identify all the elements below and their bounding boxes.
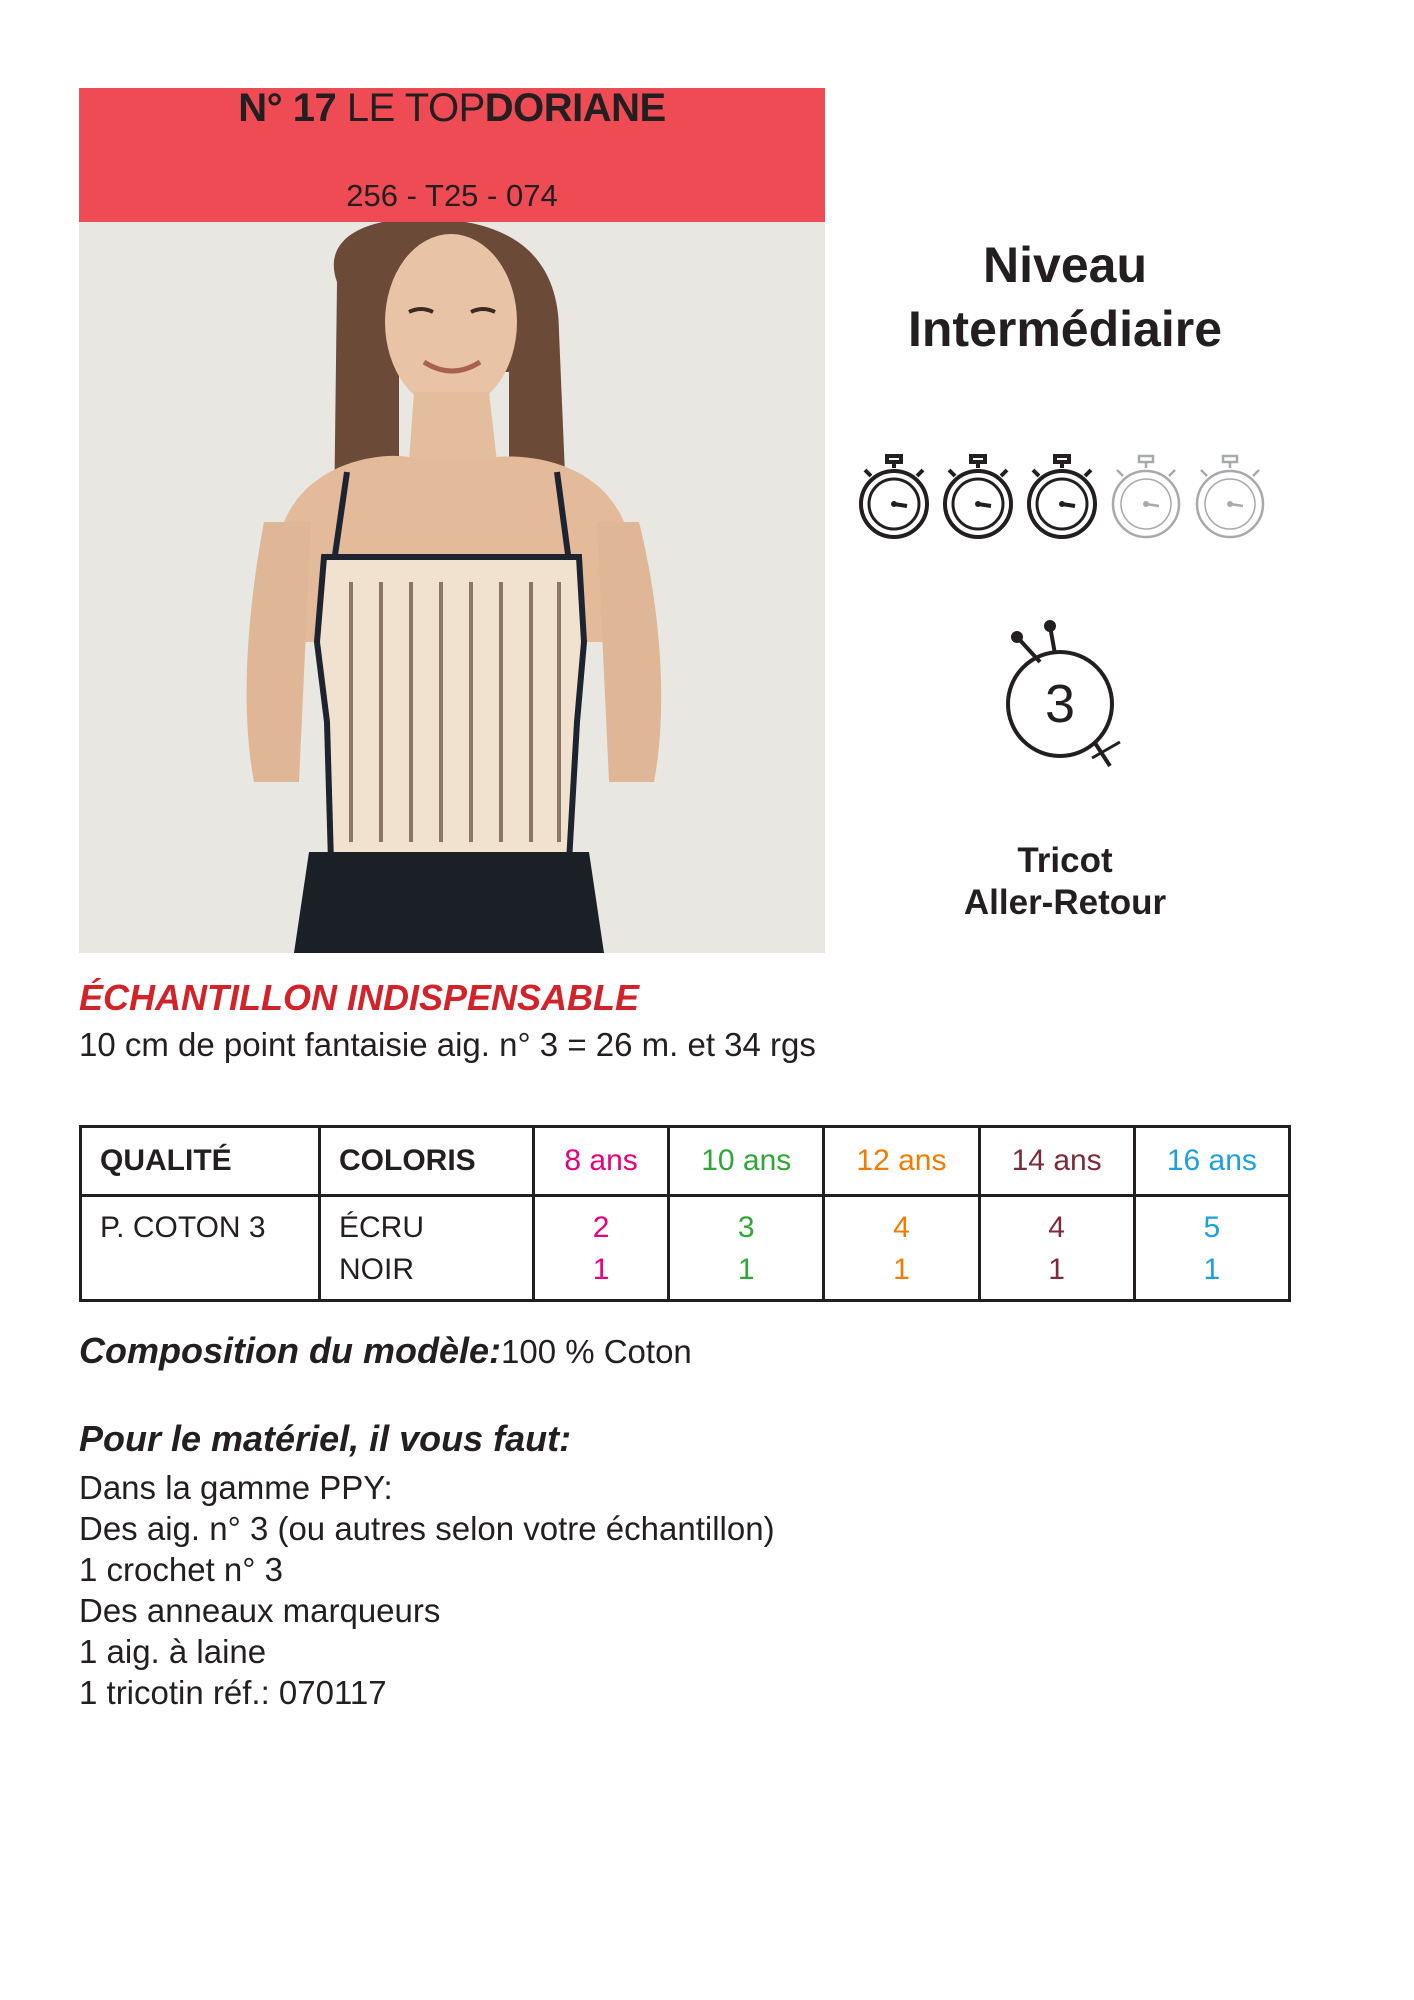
column-header-size: 14 ans <box>979 1127 1134 1196</box>
difficulty-rating <box>855 454 1275 540</box>
column-header-size: 10 ans <box>669 1127 824 1196</box>
composition-label: Composition du modèle: <box>79 1330 501 1371</box>
qty-noir: 1 <box>737 1253 755 1286</box>
qty-ecru: 3 <box>737 1211 755 1244</box>
qty-noir: 1 <box>592 1253 610 1286</box>
model-photo-illustration <box>79 222 825 953</box>
list-item: 1 crochet n° 3 <box>79 1551 283 1588</box>
material-list <box>79 1467 775 1713</box>
qty-ecru: 4 <box>1048 1211 1065 1244</box>
list-item: Dans la gamme PPY: <box>79 1469 393 1506</box>
column-header-colours: COLORIS <box>320 1127 534 1196</box>
table-row <box>81 1196 1290 1301</box>
list-item: 1 tricotin réf.: 070117 <box>79 1674 387 1711</box>
qty-noir: 1 <box>1048 1253 1065 1286</box>
qty-noir: 1 <box>893 1253 910 1286</box>
quantity-cell <box>979 1196 1134 1301</box>
gauge-title: ÉCHANTILLON INDISPENSABLE <box>79 977 640 1018</box>
level-value: Intermédiaire <box>907 301 1222 357</box>
column-header-size: 16 ans <box>1134 1127 1289 1196</box>
composition-value: 100 % Coton <box>500 1333 692 1370</box>
model-photo <box>79 222 825 953</box>
colours-cell <box>320 1196 534 1301</box>
stopwatch-icon <box>1193 454 1267 540</box>
pattern-reference: 256 - T25 - 074 <box>346 178 558 213</box>
title-band <box>79 88 825 222</box>
quantity-cell <box>534 1196 669 1301</box>
column-header-size: 12 ans <box>824 1127 979 1196</box>
colour-ecru: ÉCRU <box>339 1211 425 1244</box>
technique-line1: Tricot <box>1017 841 1113 880</box>
qty-noir: 1 <box>1203 1253 1221 1286</box>
difficulty-level <box>855 233 1275 361</box>
gauge-text: 10 cm de point fantaisie aig. n° 3 = 26 m. et 34 rgs <box>79 1026 816 1063</box>
needle-size-value: 3 <box>1044 674 1076 734</box>
quality-cell: P. COTON 3 <box>81 1196 320 1301</box>
stopwatch-icon <box>1025 454 1099 540</box>
pattern-name: DORIANE <box>484 86 666 130</box>
composition <box>79 1330 692 1372</box>
qty-ecru: 2 <box>592 1211 610 1244</box>
list-item: 1 aig. à laine <box>79 1633 267 1670</box>
quantity-cell <box>1134 1196 1289 1301</box>
column-header-quality: QUALITÉ <box>81 1127 320 1196</box>
colour-noir: NOIR <box>339 1253 414 1286</box>
list-item: Des aig. n° 3 (ou autres selon votre échantillon) <box>79 1510 775 1547</box>
pattern-number: N° 17 <box>238 86 337 130</box>
technique-line2: Aller-Retour <box>963 883 1167 922</box>
table-header-row <box>81 1127 1290 1196</box>
qty-ecru: 5 <box>1203 1211 1221 1244</box>
level-label: Niveau <box>983 237 1147 293</box>
list-item: Des anneaux marqueurs <box>79 1592 441 1629</box>
pattern-title <box>79 88 825 128</box>
stopwatch-icon <box>1109 454 1183 540</box>
needle-size-badge <box>1000 618 1130 768</box>
quantity-cell <box>669 1196 824 1301</box>
qty-ecru: 4 <box>893 1211 910 1244</box>
knitting-technique <box>855 840 1275 924</box>
stopwatch-icon <box>857 454 931 540</box>
knitting-needle-icon <box>1000 618 1130 768</box>
material-title: Pour le matériel, il vous faut: <box>79 1418 572 1459</box>
stopwatch-icon <box>941 454 1015 540</box>
column-header-size: 8 ans <box>534 1127 669 1196</box>
yarn-quantity-table <box>79 1125 1291 1302</box>
quantity-cell <box>824 1196 979 1301</box>
pattern-type: LE TOP <box>346 86 485 130</box>
